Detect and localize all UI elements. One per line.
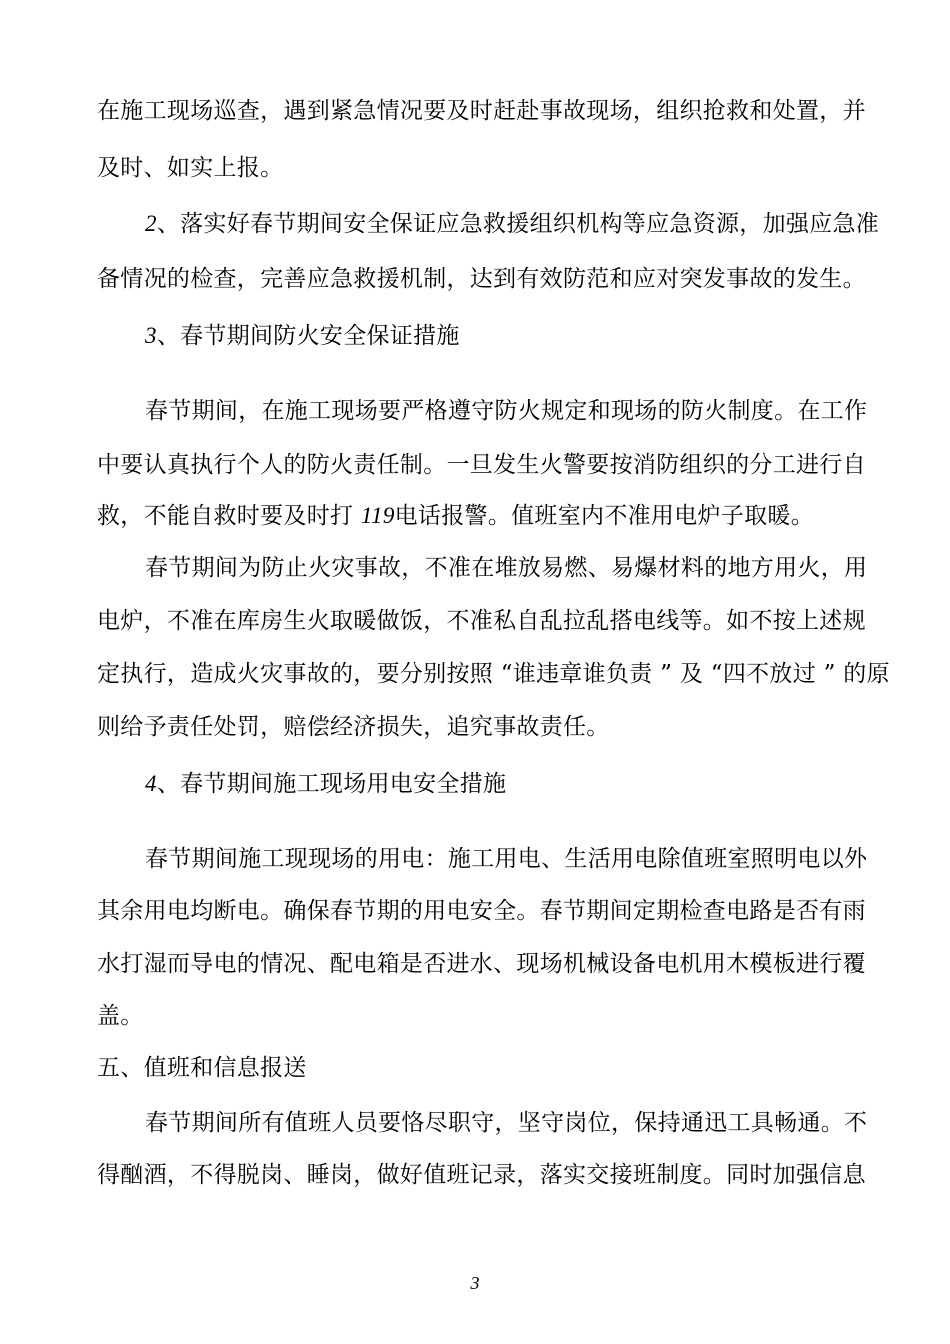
item-number: 4 [145, 771, 157, 796]
paragraph-line: 水打湿而导电的情况、配电箱是否进水、现场机械设备电机用木模板进行覆 [97, 951, 866, 977]
paragraph-line: 定执行，造成火灾事故的，要分别按照 “谁违章谁负责 ” 及 “四不放过 ” 的原 [97, 661, 890, 687]
section-heading: 4、春节期间施工现场用电安全措施 [145, 771, 507, 797]
paragraph-line: 其余用电均断电。确保春节期的用电安全。春节期间定期检查电路是否有雨 [97, 898, 866, 924]
paragraph-line: 中要认真执行个人的防火责任制。一旦发生火警要按消防组织的分工进行自 [97, 452, 866, 478]
item-number: 3 [145, 323, 157, 348]
section-heading: 五、值班和信息报送 [97, 1055, 307, 1081]
paragraph-line: 得酗酒，不得脱岗、睡岗，做好值班记录，落实交接班制度。同时加强信息 [97, 1162, 866, 1188]
paragraph-line: 春节期间所有值班人员要恪尽职守，坚守岗位，保持通迅工具畅通。不 [145, 1110, 868, 1136]
item-number: 2 [145, 211, 157, 236]
paragraph-line: 救，不能自救时要及时打 119电话报警。值班室内不准用电炉子取暖。 [97, 503, 815, 529]
paragraph-line: 盖。 [97, 1003, 144, 1029]
paragraph-line: 则给予责任处罚，赔偿经济损失，追究事故责任。 [97, 714, 610, 740]
paragraph-line: 及时、如实上报。 [97, 155, 284, 181]
section-heading: 3、春节期间防火安全保证措施 [145, 323, 460, 349]
numbered-paragraph-line: 2、落实好春节期间安全保证应急救援组织机构等应急资源，加强应急准 [145, 211, 880, 237]
paragraph-line: 在施工现场巡查，遇到紧急情况要及时赶赴事故现场，组织抢救和处置，并 [97, 98, 866, 124]
phone-number: 119 [360, 503, 395, 528]
paragraph-line: 春节期间施工现现场的用电：施工用电、生活用电除值班室照明电以外 [145, 846, 868, 872]
paragraph-line: 电炉，不准在库房生火取暖做饭，不准私自乱拉乱搭电线等。如不按上述规 [97, 608, 866, 634]
paragraph-line: 备情况的检查，完善应急救援机制，达到有效防范和应对突发事故的发生。 [97, 266, 866, 292]
paragraph-line: 春节期间为防止火灾事故，不准在堆放易燃、易爆材料的地方用火，用 [145, 555, 868, 581]
paragraph-line: 春节期间，在施工现场要严格遵守防火规定和现场的防火制度。在工作 [145, 398, 868, 424]
page-number: 3 [470, 1273, 480, 1293]
